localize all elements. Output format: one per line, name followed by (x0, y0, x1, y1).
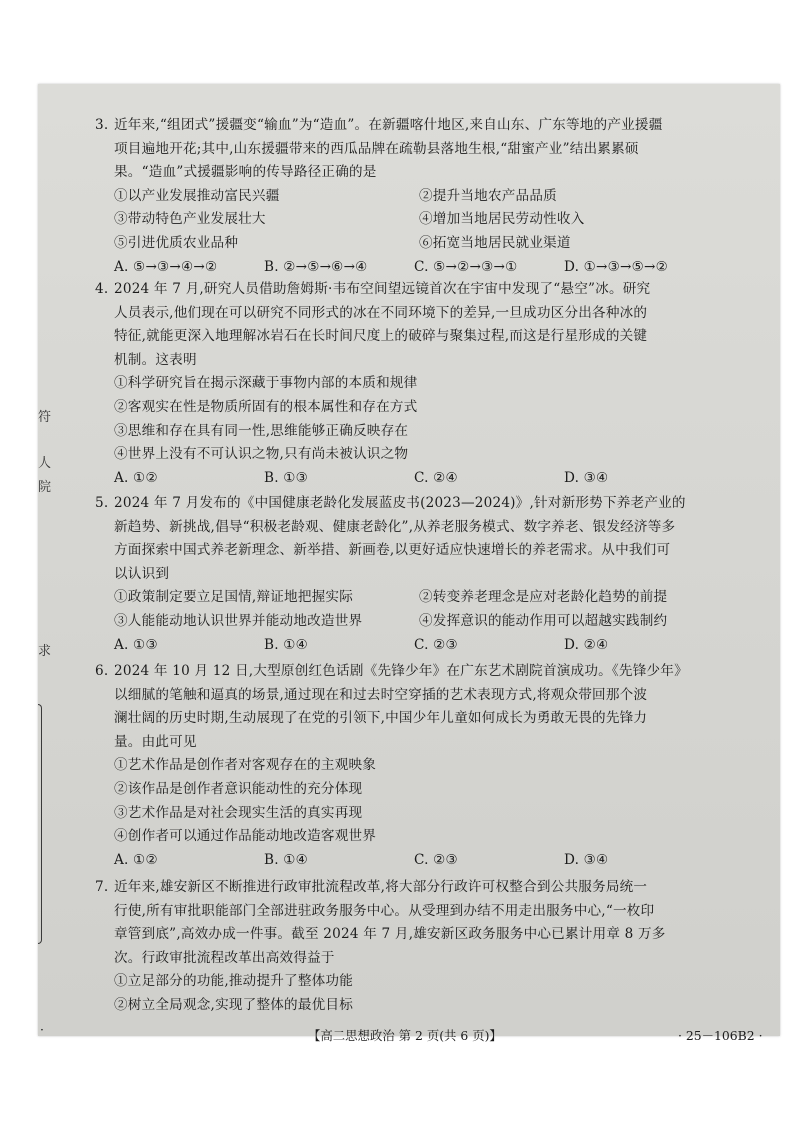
answer-choice-a: A. ①③ (114, 636, 158, 653)
answer-choices (114, 634, 750, 658)
margin-mark: 院 (38, 480, 52, 495)
statement: ④发挥意识的能动作用可以超越实践制约 (419, 612, 668, 629)
statement: ①科学研究旨在揭示深藏于事物内部的本质和规律 (114, 375, 418, 392)
answer-choices (114, 256, 750, 280)
statement: ①以产业发展推动富民兴疆 (114, 187, 280, 204)
question-stem-line: 项目遍地开花;其中,山东援疆带来的西瓜品牌在疏勒县落地生根,“甜蜜产业”结出累累硕 (114, 140, 639, 157)
margin-mark: 符 (38, 410, 52, 425)
question-stem-line: 行使,所有审批职能部门全部进驻政务服务中心。从受理到办结不用走出服务中心,“一枚印 (114, 902, 655, 919)
statement: ④世界上没有不可认识之物,只有尚未被认识之物 (114, 446, 409, 463)
question-stem-line: 2024 年 7 月,研究人员借助詹姆斯·韦布空间望远镜首次在宇宙中发现了“悬空”冰。研究 (114, 281, 651, 297)
statement: ③带动特色产业发展壮大 (114, 211, 266, 228)
statement: ①政策制定要立足国情,辩证地把握实际 (114, 589, 354, 606)
statement-row (114, 208, 750, 232)
answer-choices (114, 467, 750, 491)
question-stem-line: 果。“造血”式援疆影响的传导路径正确的是 (114, 164, 377, 181)
question-stem-line: 量。由此可见 (114, 733, 197, 750)
footer-dot: · (40, 1022, 44, 1037)
answer-choice-c: C. ②③ (414, 851, 458, 868)
page-indicator: 【高二思想政治 第 2 页(共 6 页)】 (308, 1028, 502, 1043)
question-stem-line: 方面探索中国式养老新理念、新举措、新画卷,以更好适应快速增长的养老需求。从中我们可 (114, 542, 671, 559)
answer-choices (114, 849, 750, 873)
statement: ⑤引进优质农业品种 (114, 234, 239, 251)
answer-choice-b: B. ①④ (264, 636, 309, 653)
question-stem-line: 澜壮阔的历史时期,生动展现了在党的引领下,中国少年儿童如何成长为勇敢无畏的先锋力 (114, 710, 648, 727)
statement-row (114, 185, 750, 209)
page-footer (38, 1022, 780, 1044)
answer-choice-c: C. ②④ (414, 469, 458, 486)
statement: ③人能能动地认识世界并能动地改造世界 (114, 612, 363, 629)
question-stem-line: 以认识到 (114, 565, 170, 582)
question-stem-line: 2024 年 10 月 12 日,大型原创红色话剧《先锋少年》在广东艺术剧院首演成功。《先锋少年》 (114, 663, 688, 679)
answer-choice-a: A. ①② (114, 469, 158, 486)
statement-row (114, 586, 750, 610)
question-7 (95, 876, 750, 1018)
statement: ②提升当地农产品品质 (419, 187, 557, 204)
question-stem-line: 机制。这表明 (114, 351, 197, 368)
margin-mark: 人 (38, 456, 52, 471)
question-3 (95, 114, 750, 279)
question-stem-line: 近年来,雄安新区不断推进行政审批流程改革,将大部分行政许可权整合到公共服务局统一 (114, 879, 648, 895)
question-number: 3. (95, 117, 109, 133)
statement: ④创作者可以通过作品能动地改造客观世界 (114, 828, 377, 845)
question-number: 4. (95, 281, 109, 297)
answer-choice-d: D. ③④ (564, 469, 609, 486)
margin-mark: 求 (38, 644, 52, 659)
statement: ②转变养老理念是应对老龄化趋势的前提 (419, 589, 668, 606)
question-6 (95, 660, 750, 872)
statement: ②客观实在性是物质所固有的根本属性和存在方式 (114, 398, 418, 415)
answer-choice-d: D. ①→③→⑤→② (564, 258, 668, 275)
answer-choice-c: C. ②③ (414, 636, 458, 653)
binding-margin-frame (38, 704, 42, 944)
statement-row (114, 232, 750, 256)
question-stem-line: 近年来,“组团式”援疆变“输血”为“造血”。在新疆喀什地区,来自山东、广东等地的产业援疆 (114, 117, 663, 133)
question-stem-line: 特征,就能更深入地理解冰岩石在长时间尺度上的破碎与聚集过程,而这是行星形成的关键 (114, 328, 648, 345)
question-4 (95, 278, 750, 490)
statement-row (114, 610, 750, 634)
statement: ③艺术作品是对社会现实生活的真实再现 (114, 804, 363, 821)
question-stem-line: 新趋势、新挑战,倡导“积极老龄观、健康老龄化”,从养老服务模式、数字养老、银发经济等多 (114, 518, 676, 535)
answer-choice-c: C. ⑤→②→③→① (414, 258, 518, 275)
question-stem-line: 次。行政审批流程改革出高效得益于 (114, 949, 335, 966)
answer-choice-a: A. ①② (114, 851, 158, 868)
question-5 (95, 492, 750, 657)
exam-page (38, 84, 780, 1043)
answer-choice-b: B. ①④ (264, 851, 309, 868)
statement: ④增加当地居民劳动性收入 (419, 211, 585, 228)
answer-choice-b: B. ①③ (264, 469, 309, 486)
answer-choice-d: D. ③④ (564, 851, 609, 868)
question-number: 5. (95, 495, 109, 511)
statement: ⑥拓宽当地居民就业渠道 (419, 234, 571, 251)
answer-choice-b: B. ②→⑤→⑥→④ (264, 258, 368, 275)
statement: ①立足部分的功能,推动提升了整体功能 (114, 973, 354, 990)
exam-code: · 25－106B2 · (678, 1028, 763, 1043)
answer-choice-a: A. ⑤→③→④→② (114, 258, 218, 275)
statement: ③思维和存在具有同一性,思维能够正确反映存在 (114, 422, 409, 439)
question-stem-line: 章管到底”,高效办成一件事。截至 2024 年 7 月,雄安新区政务服务中心已累计用章 8 万多 (114, 926, 666, 943)
question-stem-line: 2024 年 7 月发布的《中国健康老龄化发展蓝皮书(2023—2024)》,针对新形势下养老产业的 (114, 495, 686, 511)
question-number: 6. (95, 663, 109, 679)
statement: ②树立全局观念,实现了整体的最优目标 (114, 996, 354, 1013)
statement: ②该作品是创作者意识能动性的充分体现 (114, 780, 363, 797)
question-number: 7. (95, 879, 109, 895)
statement: ①艺术作品是创作者对客观存在的主观映象 (114, 757, 377, 774)
question-stem-line: 以细腻的笔触和逼真的场景,通过现在和过去时空穿插的艺术表现方式,将观众带回那个波 (114, 686, 648, 703)
answer-choice-d: D. ②④ (564, 636, 609, 653)
question-stem-line: 人员表示,他们现在可以研究不同形式的冰在不同环境下的差异,一旦成功区分出各种冰的 (114, 304, 648, 321)
